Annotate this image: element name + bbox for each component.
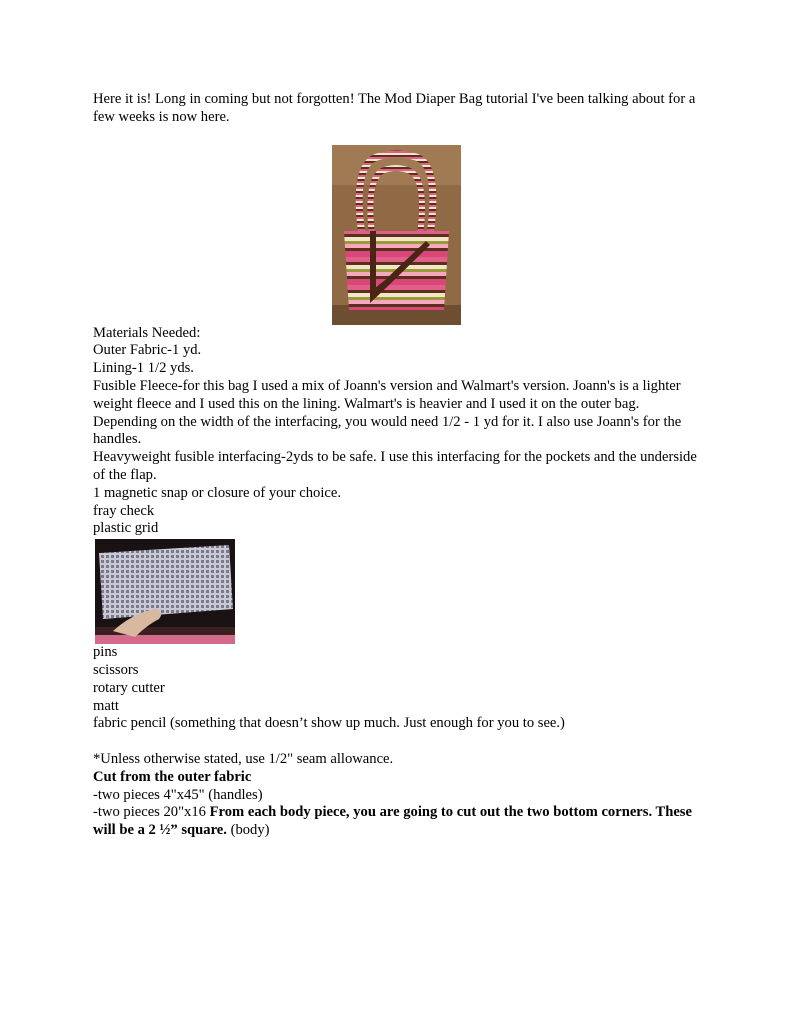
cut-body-suffix: (body) [226,822,270,839]
cut-body-line [93,804,703,840]
materials-item: matt [93,697,119,714]
materials-item: fray check [93,502,155,519]
intro-paragraph: Here it is! Long in coming but not forgotten! The Mod Diaper Bag tutorial I've been talking about for a few weeks is now here. [93,91,696,125]
materials-item: plastic grid [93,520,159,537]
materials-item: rotary cutter [93,679,165,696]
plastic-grid-photo-icon [95,539,235,644]
materials-item: fabric pencil (something that doesn’t show up much. Just enough for you to see.) [93,715,565,732]
cut-handles-line: -two pieces 4"x45" (handles) [93,786,263,803]
materials-item: pins [93,644,118,661]
materials-item: 1 magnetic snap or closure of your choice. [93,484,342,501]
cut-body-instruction: From each body piece, you are going to cut out the two bottom corners. These will be a 2 ½” square. [93,804,692,839]
materials-heading: Materials Needed: [93,324,201,341]
blank-line [93,733,703,751]
cut-section-heading-text: Cut from the outer fabric [93,768,252,785]
materials-item: Heavyweight fusible interfacing-2yds to be safe. I use this interfacing for the pockets and the underside of the flap. [93,449,697,483]
document-page [93,91,703,840]
striped-tote-bag-photo-icon [332,145,461,325]
materials-item: scissors [93,661,139,678]
materials-item: Fusible Fleece-for this bag I used a mix of Joann's version and Walmart's version. Joann's is a lighter weight fleece and I used this on the lining. Walmart's is heavier and I used it on the outer bag. Depending on the width of the interfacing, you would need 1/2 - 1 yd for it. I also use Joann's for the handles. [93,377,682,448]
materials-item: Lining-1 1/2 yds. [93,360,194,377]
materials-item: Outer Fabric-1 yd. [93,342,202,359]
cut-section-heading [93,769,703,787]
cut-body-prefix: -two pieces 20"x16 [93,804,210,821]
seam-allowance-note: *Unless otherwise stated, use 1/2" seam allowance. [93,750,394,767]
